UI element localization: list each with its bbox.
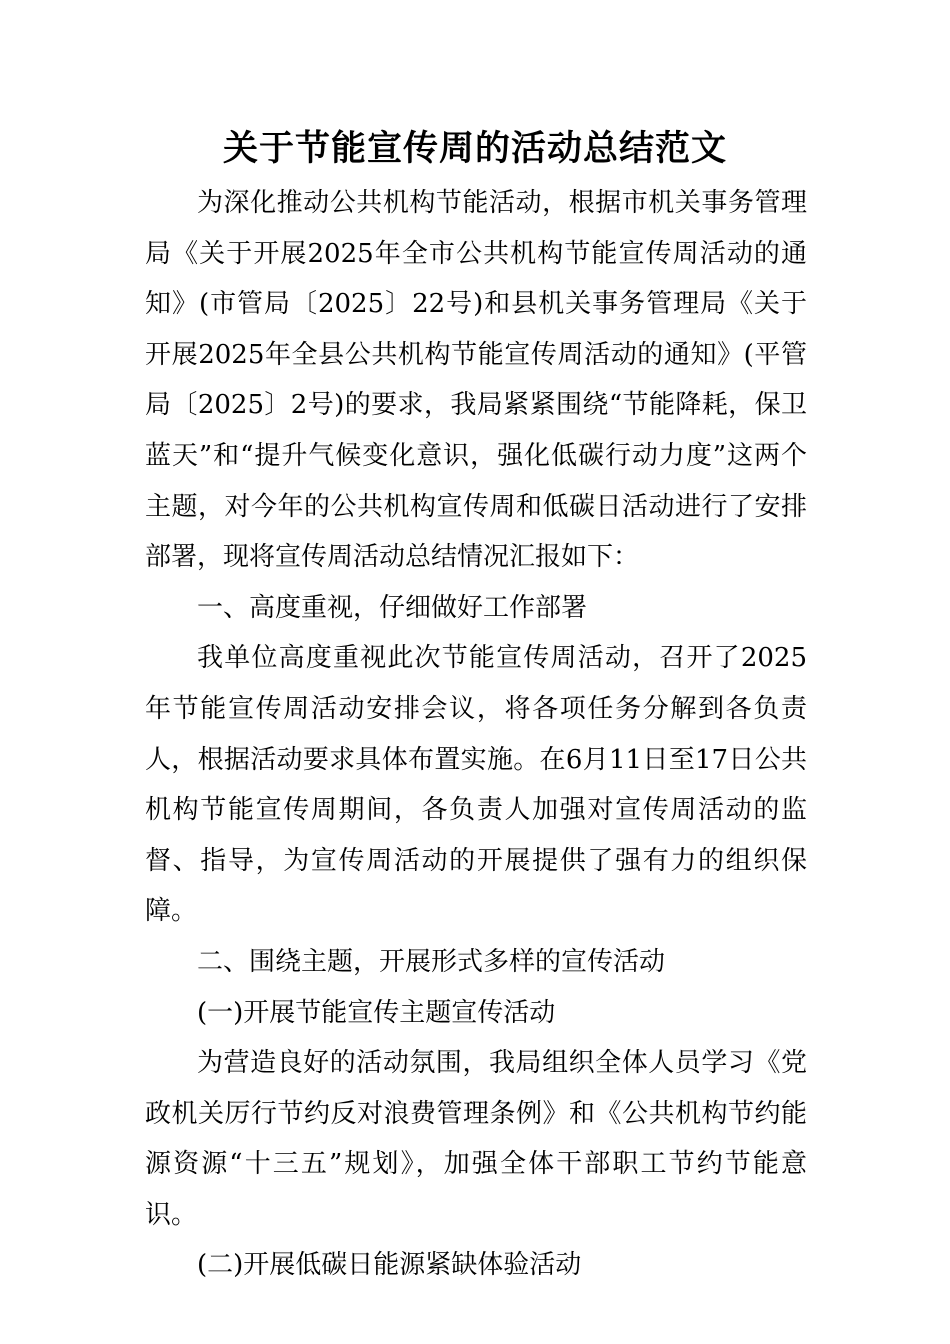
section-1-paragraph: 我单位高度重视此次节能宣传周活动，召开了2025年节能宣传周活动安排会议，将各项任务分解到各负责人，根据活动要求具体布置实施。在6月11日至17日公共机构节能宣传周期间，各负责人加强对宣传周活动的监督、指导，为宣传周活动的开展提供了强有力的组织保障。 [145,643,807,927]
subsection-heading-1: (一)开展节能宣传主题宣传活动 [197,997,556,1028]
document-body [145,178,807,1291]
section-heading-1: 一、高度重视，仔细做好工作部署 [197,592,588,623]
intro-paragraph: 为深化推动公共机构节能活动，根据市机关事务管理局《关于开展2025年全市公共机构节能宣传周活动的通知》(市管局〔2025〕22号)和县机关事务管理局《关于开展2025年全县公共机构节能宣传周活动的通知》(平管局〔2025〕2号)的要求，我局紧紧围绕“节能降耗，保卫蓝天”和“提升气候变化意识，强化低碳行动力度”这两个主题，对今年的公共机构宣传周和低碳日活动进行了安排部署，现将宣传周活动总结情况汇报如下： [145,188,807,573]
subsection-1-paragraph: 为营造良好的活动氛围，我局组织全体人员学习《党政机关厉行节约反对浪费管理条例》和《公共机构节约能源资源“十三五”规划》，加强全体干部职工节约节能意识。 [145,1048,807,1230]
document-title: 关于节能宣传周的活动总结范文 [222,129,727,169]
section-heading-2: 二、围绕主题，开展形式多样的宣传活动 [197,946,666,977]
subsection-heading-2: (二)开展低碳日能源紧缺体验活动 [197,1250,582,1281]
